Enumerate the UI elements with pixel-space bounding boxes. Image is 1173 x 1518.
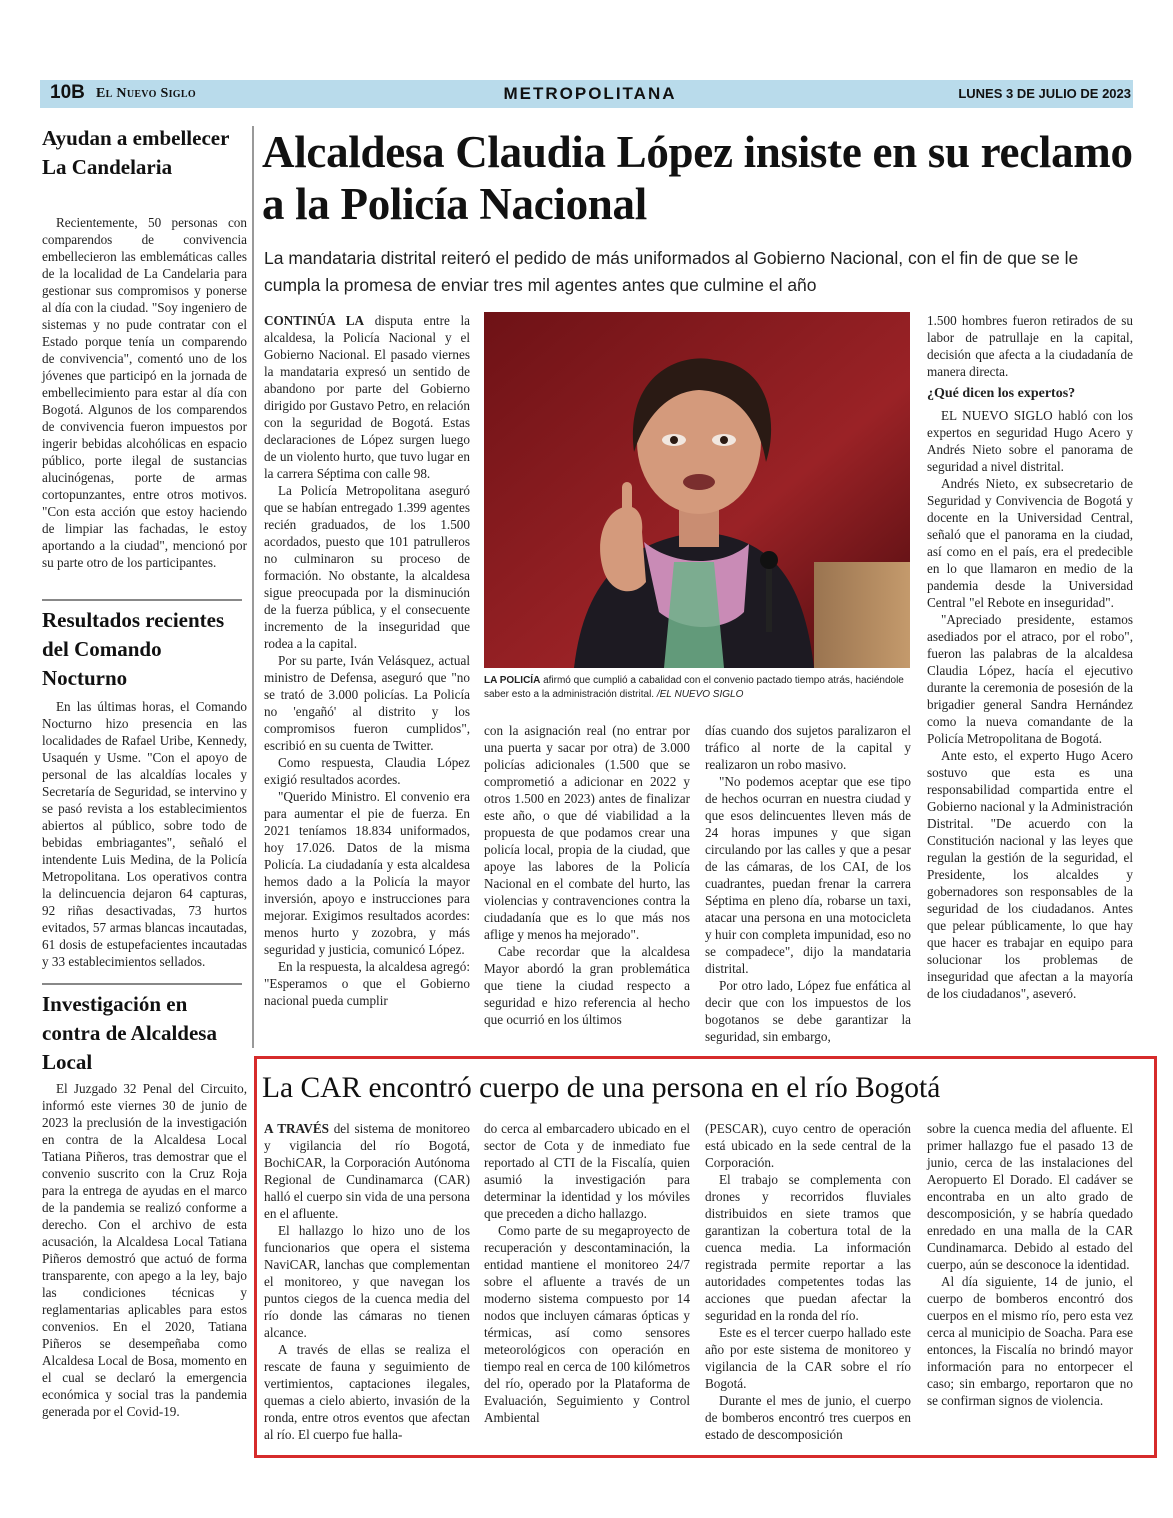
boxed-col2-p1: do cerca al embarcadero ubicado en el sector de Cota y de inmediato fue reportado al CTI de la Fiscalía, quien asumió la investigación para determinar la identidad y los móviles que preceden a dicho hallazgo.	[484, 1121, 690, 1221]
boxed-col3-p1: (PESCAR), cuyo centro de operación está ubicado en la sede central de la Corporación.	[705, 1121, 911, 1170]
main-col4-p5: Ante esto, el experto Hugo Acero sostuvo que esta es una responsabilidad compartida entre el Gobierno nacional y la Administración Distrital. "De acuerdo con la Constitución nacional y las leyes que regulan la gestión de la seguridad, el Presidente, los alcaldes y gobernadores son responsables de la seguridad de los ciudadanos. Antes que pelear públicamente, lo que hay que hacer es trabajar en equipo para solucionar los problemas de inseguridad que afectan a la mayoría de los ciudadanos", aseveró.	[927, 748, 1133, 1001]
main-col4-p4: "Apreciado presidente, estamos asediados por el atraco, por el robo", fueron las palabras de la alcaldesa Claudia López, hacía el ejecutivo durante la ceremonia de posesión de la brigadier general Sandra Hernández como la nueva comandante de la Policía Metropolitana de Bogotá.	[927, 612, 1133, 746]
main-col3-p2: "No podemos aceptar que ese tipo de hechos ocurran en nuestra ciudad y que esos delincuentes lleven más de 24 horas impunes y que sigan circulando por las calles y que a pesar de las cámaras, de los CAI, de los cuadrantes, puedan frenar la carrera Séptima en pleno día, robarse un taxi, atacar una persona en una motocicleta y huir con completa impunidad, eso no se compadece", dijo la mandataria distrital.	[705, 774, 911, 976]
boxed-column-4	[927, 1120, 1133, 1409]
sidebar-story2-body: En las últimas horas, el Comando Nocturno hizo presencia en las localidades de Rafael Uribe, Kennedy, Usaquén y Usme. "Con el apoyo de personal de las alcaldías locales y Secretaría de Seguridad, se intervino y se pasó revista a los establecimientos abiertos al público, sobre todo de bebidas embriagantes", señaló el intendente Luis Medina, de la Policía Metropolitana. Los operativos contra la delincuencia dejaron 64 capturas, 92 riñas desactivadas, 73 hurtos evitados, 57 armas blancas incautadas, 61 dosis de estupefacientes incautadas y 33 establecimientos sellados.	[42, 699, 247, 969]
boxed-col3-p3: Este es el tercer cuerpo hallado este año por este sistema de monitoreo y vigilancia de la CAR sobre el río Bogotá.	[705, 1325, 911, 1391]
main-col4-p3: Andrés Nieto, ex subsecretario de Seguridad y Convivencia de Bogotá y docente en la Universidad Central, señaló que el panorama en la ciudad, así como en el país, era el predecible en lo que llamaron en medio de la pandemia desde la Universidad Central "el Rebote en inseguridad".	[927, 476, 1133, 610]
masthead: El Nuevo Siglo	[96, 86, 196, 101]
sidebar-story1-body: Recientemente, 50 personas con comparendos de convivencia embellecieron las emblemáticas calles de la localidad de La Candelaria para gestionar sus compromisos y ponerse al día con la ciudad. "Soy ingeniero de sistemas y no pude contratar con el Estado porque tenía un comparendo de convivencia", comentó uno de los jóvenes que participó en la jornada de embellecimiento para estar al día con Bogotá. Algunos de los comparendos de convivencia fueron impuestos por ingerir bebidas alcohólicas en espacio público, porte ilegal de sustancias alucinógenas, porte de armas cortopunzantes, entre otros motivos. "Con esta acción que estoy haciendo de limpiar las fachadas, le estoy aportando a la ciudad", mencionó por su parte otro de los participantes.	[42, 215, 247, 570]
caption-lead: LA POLICÍA	[484, 675, 541, 686]
expert-subhead: ¿Qué dicen los expertos?	[927, 386, 1076, 401]
main-column-3	[705, 722, 911, 1045]
main-col3-p1: días cuando dos sujetos paralizaron el tráfico al norte de la capital y realizaron un robo masivo.	[705, 723, 911, 772]
photo-credit: /EL NUEVO SIGLO	[656, 689, 744, 700]
lead-in: CONTINÚA LA	[264, 313, 365, 328]
sidebar-divider	[42, 983, 242, 985]
main-col1-p6: En la respuesta, la alcaldesa agregó: "Esperamos o que el Gobierno nacional pueda cumplir	[264, 959, 470, 1008]
paragraph-text: disputa entre la alcaldesa, la Policía Nacional y el Gobierno Nacional. El pasado viernes la mandataria expresó un sentido de abandono por parte del Gobierno dirigido por Gustavo Petro, en relación con la seguridad de Bogotá. Estas declaraciones de López surgen luego de un violento hurto, que tuvo lugar en la carrera Séptima con calle 98.	[264, 313, 470, 481]
sidebar-story3-title: Investigación en contra de Alcaldesa Local	[42, 992, 217, 1074]
main-col2-p2: Cabe recordar que la alcaldesa Mayor abordó la gran problemática que tiene la ciudad respecto a seguridad e hizo referencia al hecho que ocurrió en los últimos	[484, 944, 690, 1027]
boxed-col4-p2: Al día siguiente, 14 de junio, el cuerpo de bomberos encontró dos cuerpos en el mismo río, pero esta vez cerca al municipio de Soacha. Para ese entonces, la Fiscalía no brindó mayor información para no entorpecer el caso; sin embargo, reportaron que no se confirman signos de violencia.	[927, 1274, 1133, 1408]
column-divider	[252, 126, 254, 1048]
lead-in: A TRAVÉS	[264, 1121, 330, 1136]
boxed-col3-p4: Durante el mes de junio, el cuerpo de bomberos encontró tres cuerpos en estado de descomposición	[705, 1393, 911, 1442]
article-photo	[484, 312, 910, 668]
main-column-4	[927, 312, 1133, 1002]
sidebar-story3-body: El Juzgado 32 Penal del Circuito, informó este viernes 30 de junio de 2023 la preclusión de la investigación en contra de la Alcaldesa Local Tatiana Piñeros, tras demostrar que el convenio suscrito con la Cruz Roja para la entrega de ayudas en el marco de la pandemia se realizó conforme a derecho. Con el archivo de esta acusación, la Alcaldesa Local Tatiana Piñeros demostró que actuó de forma transparente, con apego a la ley, bajo las condiciones técnicas y reglamentarias aplicables para estos convenios. En el 2020, Tatiana Piñeros se desempeñaba como Alcaldesa Local de Bosa, momento en el cual se declaró la emergencia económica y social tras la pandemia generada por el Covid-19.	[42, 1081, 247, 1419]
sidebar-story1-title: Ayudan a embellecer La Candelaria	[42, 126, 230, 179]
sidebar-divider	[42, 599, 242, 601]
main-col1-p4: Como respuesta, Claudia López exigió resultados acordes.	[264, 755, 470, 787]
boxed-col2-p2: Como parte de su megaproyecto de recuperación y descontaminación, la entidad mantiene el monitoreo 24/7 sobre el afluente a través de un moderno sistema compuesto por 14 nodos que incluyen cámaras ópticas y térmicas, así como sensores meteorológicos con operación en tiempo real en cerca de 100 kilómetros del río, operado por la Plataforma de Evaluación, Seguimiento y Control Ambiental	[484, 1223, 690, 1425]
main-col2-p1: con la asignación real (no entrar por una puerta y sacar por otra) de 3.000 policías adicionales (1.500 que se comprometió a adicionar en 2022 y otros 1.500 en 2023) antes de finalizar este año, o que dé viabilidad a la propuesta de que podamos crear una policía local, propia de la ciudad, que apoye las labores de la Policía Nacional en el combate del hurto, las violencias y contravenciones contra la ciudadanía que es lo que más nos aflige y menos ha mejorado".	[484, 723, 690, 942]
main-col1-p1	[264, 312, 470, 482]
main-headline: Alcaldesa Claudia López insiste en su reclamo a la Policía Nacional	[262, 127, 1133, 229]
boxed-column-1	[264, 1120, 470, 1443]
main-subtitle: La mandataria distrital reiteró el pedido de más uniformados al Gobierno Nacional, con el fin de que se le cumpla la promesa de enviar tres mil agentes antes que culmine el año	[264, 248, 1079, 295]
boxed-headline: La CAR encontró cuerpo de una persona en el río Bogotá	[262, 1072, 941, 1104]
main-col3-p3: Por otro lado, López fue enfática al decir que con los impuestos de los bogotanos se debe garantizar la seguridad, sin embargo,	[705, 978, 911, 1044]
photo-caption	[484, 674, 910, 702]
boxed-col1-p2: El hallazgo lo hizo uno de los funcionarios que opera el sistema NaviCAR, lanchas que complementan el monitoreo, y que navegan los puntos ciegos de la cuenca media del río donde las cámaras no tienen alcance.	[264, 1223, 470, 1340]
section-title: METROPOLITANA	[503, 84, 677, 103]
main-col1-p5: "Querido Ministro. El convenio era para aumentar el pie de fuerza. En 2021 teníamos 18.834 uniformados, hoy 17.026. Datos de la misma Policía. La ciudadanía y esta alcaldesa hemos dado a la Policía la mayor inversión, apoyo e instrucciones para mejorar. Exigimos resultados acordes: menos hurto y zozobra, y más seguridad y justicia, comunicó López.	[264, 789, 470, 957]
main-column-1	[264, 312, 470, 1009]
main-col1-p3: Por su parte, Iván Velásquez, actual ministro de Defensa, aseguró que "no se trató de 3.000 policías. La Policía no 'engañó' al distrito y los compromisos fueron cumplidos", escribió en su cuenta de Twitter.	[264, 653, 470, 753]
sidebar-story2-title: Resultados recientes del Comando Nocturno	[42, 608, 225, 690]
page-number: 10B	[50, 82, 85, 103]
boxed-column-3	[705, 1120, 911, 1443]
main-col4-p1: 1.500 hombres fueron retirados de su labor de patrullaje en la capital, decisión que afecta a la ciudadanía de manera directa.	[927, 313, 1133, 379]
paragraph-text: del sistema de monitoreo y vigilancia del río Bogotá, BochiCAR, la Corporación Autónoma Regional de Cundinamarca (CAR) halló el cuerpo sin vida de una persona en el afluente.	[264, 1121, 470, 1221]
portrait-illustration	[484, 312, 910, 668]
caption-text: afirmó que cumplió a cabalidad con el convenio pactado tiempo atrás, haciéndole saber esto a la administración distrital.	[484, 675, 904, 700]
boxed-col1-p1	[264, 1120, 470, 1222]
main-column-2	[484, 722, 690, 1028]
boxed-col3-p2: El trabajo se complementa con drones y recorridos fluviales distribuidos en siete tramos que garantizan la cobertura total de la cuenca media. La información registrada permite reportar a las autoridades competentes todas las acciones que puedan afectar la seguridad en la ronda del río.	[705, 1172, 911, 1323]
boxed-col1-p3: A través de ellas se realiza el rescate de fauna y seguimiento de vertimientos, captaciones ilegales, quemas a cielo abierto, invasión de la ronda, entre otros eventos que afectan al río. El cuerpo fue halla-	[264, 1342, 470, 1442]
main-col1-p2: La Policía Metropolitana aseguró que se habían entregado 1.399 agentes recién graduados, de los 1.500 acordados, puesto que 101 patrulleros no culminaron su proceso de formación. No obstante, la alcaldesa sigue preocupada por la disminución de la fuerza pública, y el consecuente incremento de la inseguridad que rodea a la capital.	[264, 483, 470, 651]
boxed-column-2	[484, 1120, 690, 1426]
main-col4-p2: EL NUEVO SIGLO habló con los expertos en seguridad Hugo Acero y Andrés Nieto sobre el panorama de seguridad a nivel distrital.	[927, 408, 1133, 474]
boxed-col4-p1: sobre la cuenca media del afluente. El primer hallazgo fue el pasado 13 de junio, cerca de las instalaciones del Aeropuerto El Dorado. El cadáver se encontraba en un alto grado de descomposición, y se habría quedado enredado en una malla de la CAR Cundinamarca. Debido al estado del cuerpo, aún se desconoce la identidad.	[927, 1121, 1133, 1272]
dateline: LUNES 3 DE JULIO DE 2023	[958, 86, 1131, 101]
